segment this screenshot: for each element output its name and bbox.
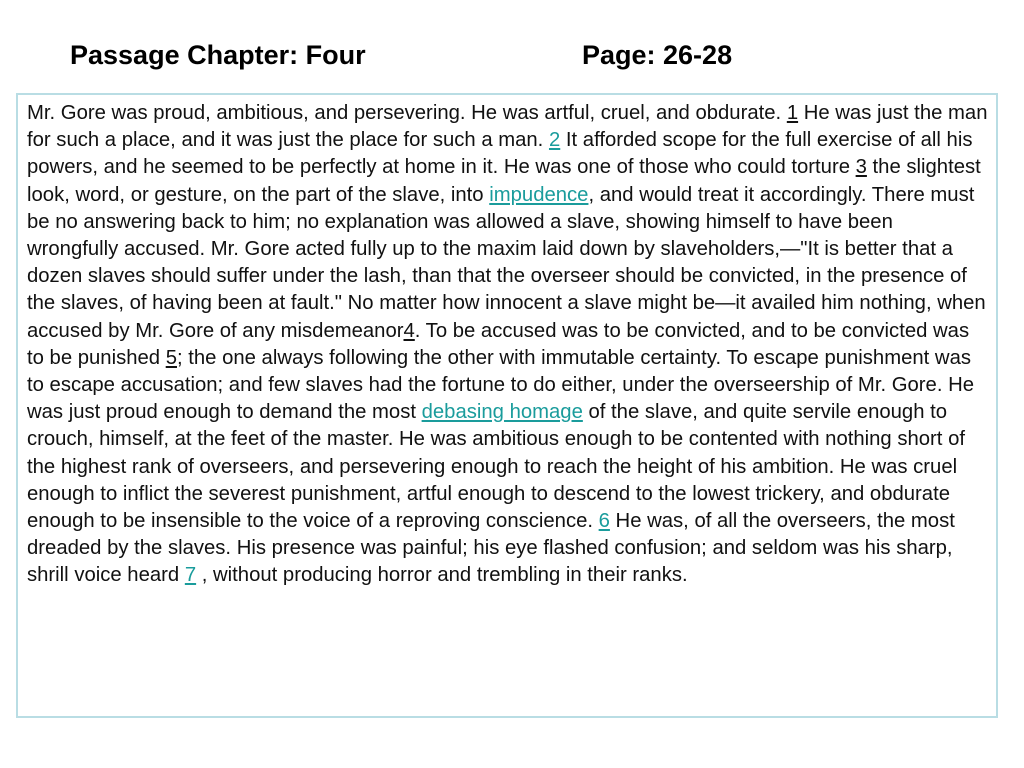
passage-segment: , without producing horror and trembling in their ranks.: [196, 564, 688, 587]
footnote-2-link[interactable]: 2: [548, 129, 561, 152]
passage-segment: He was, of all the overseers, the most dreaded by the slaves. His presence was painful; his eye flashed confusion; and seldom was his sharp, shrill voice heard: [27, 510, 955, 587]
footnote-5-link[interactable]: 5: [165, 346, 177, 369]
footnote-1-link[interactable]: 1: [786, 102, 799, 124]
impudence-link[interactable]: impudence: [489, 183, 589, 206]
passage-segment: the slightest look, word, or gesture, on the part of the slave, into: [27, 156, 981, 206]
footnote-4-link[interactable]: 4: [403, 319, 415, 342]
footnote-7-link[interactable]: 7: [184, 564, 197, 587]
passage-segment: . To be accused was to be convicted, and to be convicted was to be punished: [27, 319, 970, 369]
footnote-3-link[interactable]: 3: [855, 156, 867, 179]
passage-segment: Mr. Gore was proud, ambitious, and persevering. He was artful, cruel, and obdurate.: [27, 102, 787, 124]
debasing-homage-link[interactable]: debasing homage: [421, 401, 583, 424]
passage-segment: , and would treat it accordingly. There must be no answering back to him; no explanation was allowed a slave, showing himself to have been wrongfully accused. Mr. Gore acted fully up to the maxim laid down by slaveholders,—"It is better that a dozen slaves should suffer under the lash, than that the overseer should be convicted, in the presence of the slaves, of having been at fault." No matter how innocent a slave might be—it availed him nothing, when accused by Mr. Gore of any misdemeanor: [27, 183, 986, 342]
passage-segment: ; the one always following the other with immutable certainty. To escape punishment was to escape accusation; and few slaves had the fortune to do either, under the overseership of Mr. Gore. He was just proud enough to demand the most: [27, 346, 975, 424]
passage-text: [27, 100, 988, 590]
footnote-6-link[interactable]: 6: [598, 510, 610, 533]
passage-segment: He was just the man for such a place, and it was just the place for such a man.: [27, 102, 988, 152]
passage-segment: It afforded scope for the full exercise of all his powers, and he seemed to be perfectly at home in it. He was one of those who could torture: [27, 129, 973, 179]
passage-box: [16, 93, 998, 718]
chapter-label: Passage Chapter: Four: [70, 40, 366, 70]
page-range-label: Page: 26-28: [582, 40, 733, 70]
passage-header: [0, 40, 1024, 80]
passage-segment: of the slave, and quite servile enough to crouch, himself, at the feet of the master. He was ambitious enough to be contented with nothing short of the highest rank of overseers, and persevering enough to reach the height of his ambition. He was cruel enough to inflict the severest punishment, artful enough to descend to the lowest trickery, and obdurate enough to be insensible to the voice of a reproving conscience.: [27, 401, 965, 533]
